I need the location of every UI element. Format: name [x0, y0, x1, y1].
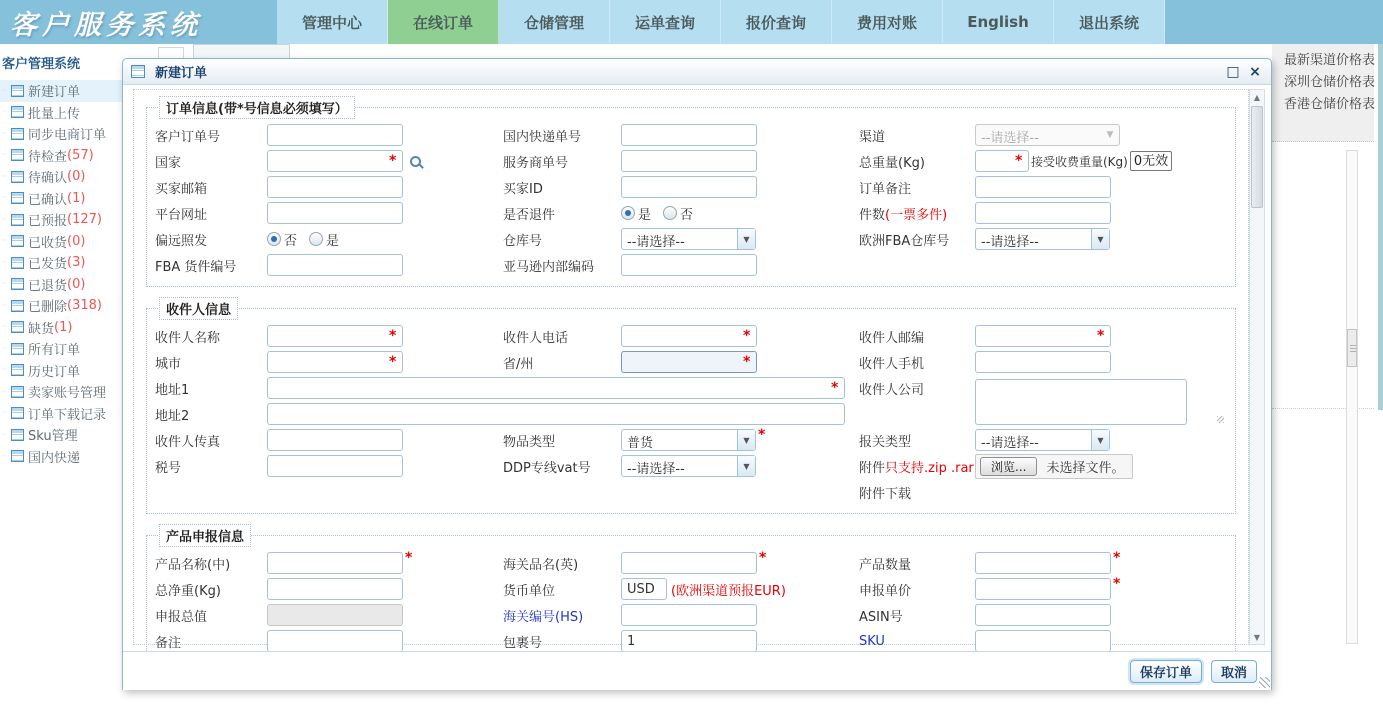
- tax-no-input[interactable]: [267, 455, 403, 477]
- table-icon: [11, 450, 24, 462]
- tree-dots-icon: ··: [2, 171, 8, 181]
- sidebar-item-label: 卖家账号管理: [28, 386, 107, 402]
- field-label: 件数(一票多件): [859, 207, 948, 223]
- sidebar-item-3[interactable]: [0, 145, 122, 167]
- sidebar-item-8[interactable]: [0, 252, 122, 274]
- radio-label: 否: [284, 233, 298, 249]
- browse-button[interactable]: 浏览...: [980, 457, 1037, 476]
- sidebar-item-label: 国内快递: [28, 450, 81, 466]
- warehouse-select[interactable]: --请选择-- ▼: [621, 228, 756, 250]
- amazon-internal-code-input[interactable]: [621, 254, 757, 276]
- field-label: 备注: [155, 635, 182, 651]
- sidebar-item-0[interactable]: [0, 80, 122, 102]
- sidebar-item-5[interactable]: [0, 188, 122, 210]
- product-name-cn-input[interactable]: [267, 552, 403, 574]
- quick-link-0[interactable]: 最新渠道价格表: [1284, 53, 1376, 68]
- sidebar-item-label: 已发货: [28, 257, 68, 273]
- field-label: 订单备注: [859, 181, 912, 197]
- sidebar: [0, 44, 122, 721]
- sidebar-item-count: (57): [67, 147, 94, 163]
- tree-dots-icon: ··: [2, 451, 8, 461]
- radio-label: 否: [680, 207, 694, 223]
- chevron-down-icon: ▼: [1106, 130, 1114, 140]
- chevron-down-icon: ▼: [1091, 430, 1109, 450]
- tree-dots-icon: ··: [2, 107, 8, 117]
- sidebar-item-label: 待确认: [28, 171, 68, 187]
- recipient-company-textarea[interactable]: [975, 379, 1187, 425]
- nav-tab-3[interactable]: 运单查询: [610, 0, 721, 44]
- sidebar-item-11[interactable]: [0, 317, 122, 339]
- chevron-down-icon: ▼: [737, 430, 755, 450]
- asin-input[interactable]: [975, 604, 1111, 626]
- ddp-vat-select[interactable]: --请选择-- ▼: [621, 455, 756, 477]
- tree-dots-icon: ··: [2, 193, 8, 203]
- pieces-input[interactable]: [975, 202, 1111, 224]
- field-label: 报关类型: [859, 434, 912, 450]
- chevron-down-icon: ▼: [737, 229, 755, 249]
- sidebar-item-14[interactable]: [0, 381, 122, 403]
- field-label: 收件人传真: [155, 434, 221, 450]
- goods-type-select[interactable]: 普货 ▼: [621, 429, 756, 451]
- unit-price-input[interactable]: [975, 578, 1111, 600]
- recipient-fax-input[interactable]: [267, 429, 403, 451]
- net-weight-input[interactable]: [267, 578, 403, 600]
- remote-no-radio[interactable]: [267, 232, 281, 246]
- app-logo: 客户服务系统: [10, 9, 202, 41]
- city-input[interactable]: [267, 351, 403, 373]
- sidebar-item-count: (1): [54, 319, 73, 335]
- nav-tabs: [277, 0, 1165, 44]
- tree-dots-icon: ··: [2, 343, 8, 353]
- table-icon: [11, 257, 24, 269]
- recipient-zip-input[interactable]: [975, 325, 1111, 347]
- radio-label: 是: [326, 233, 340, 249]
- sku-link[interactable]: SKU: [859, 633, 885, 649]
- field-label: FBA 货件编号: [155, 259, 237, 275]
- field-label: 国内快递单号: [503, 129, 582, 145]
- field-label: 偏远照发: [155, 233, 208, 249]
- recipient-mobile-input[interactable]: [975, 351, 1111, 373]
- field-label: 收件人邮编: [859, 330, 925, 346]
- tree-dots-icon: ··: [2, 279, 8, 289]
- close-icon[interactable]: ×: [1249, 63, 1261, 80]
- currency-note: (欧洲渠道预报EUR): [671, 583, 786, 599]
- buyer-email-input[interactable]: [267, 176, 403, 198]
- sidebar-item-7[interactable]: [0, 231, 122, 253]
- sidebar-item-10[interactable]: [0, 295, 122, 317]
- sidebar-item-label: 批量上传: [28, 106, 81, 122]
- edge-strip: [1378, 44, 1383, 410]
- divider: [1272, 408, 1374, 409]
- remote-yes-radio[interactable]: [309, 232, 323, 246]
- channel-select[interactable]: --请选择-- ▼: [975, 124, 1120, 146]
- search-icon[interactable]: [410, 156, 421, 167]
- field-label: 省/州: [503, 356, 534, 372]
- field-label: 收件人电话: [503, 330, 569, 346]
- nav-tab-2[interactable]: 仓储管理: [499, 0, 610, 44]
- eu-fba-warehouse-select[interactable]: --请选择-- ▼: [975, 228, 1110, 250]
- remark-input[interactable]: [267, 630, 403, 652]
- dialog-title: 新建订单: [155, 66, 208, 81]
- quick-links-panel: [1272, 44, 1374, 142]
- field-label: 申报总值: [155, 609, 208, 625]
- tree-dots-icon: ··: [2, 236, 8, 246]
- sidebar-item-label: 同步电商订单: [28, 128, 107, 144]
- sidebar-item-label: 已确认: [28, 192, 68, 208]
- field-label: 收件人手机: [859, 356, 925, 372]
- recipient-phone-input[interactable]: [621, 325, 757, 347]
- file-status: 未选择文件。: [1046, 460, 1125, 476]
- table-icon: [11, 300, 24, 312]
- field-label: 海关品名(英): [503, 557, 579, 573]
- required-star: *: [389, 328, 397, 344]
- cancel-button[interactable]: 取消: [1211, 660, 1257, 683]
- save-order-button[interactable]: 保存订单: [1130, 660, 1202, 683]
- sidebar-item-9[interactable]: [0, 274, 122, 296]
- sku-input[interactable]: [975, 630, 1111, 652]
- field-label: 总重量(Kg): [859, 155, 925, 171]
- sidebar-item-label: 订单下载记录: [28, 407, 107, 423]
- sidebar-item-label: 已删除: [28, 300, 68, 316]
- recipient-name-input[interactable]: [267, 325, 403, 347]
- field-label: 欧洲FBA仓库号: [859, 233, 950, 249]
- sidebar-item-label: 已退货: [28, 278, 68, 294]
- table-icon: [131, 65, 145, 78]
- table-icon: [11, 429, 24, 441]
- required-star: *: [743, 354, 751, 370]
- is-return-yes-radio[interactable]: [621, 206, 635, 220]
- field-label: 申报单价: [859, 583, 912, 599]
- field-label: ASIN号: [859, 609, 903, 625]
- scroll-down-icon[interactable]: ▼: [1253, 632, 1261, 642]
- field-label: 地址2: [155, 408, 190, 424]
- sidebar-title: 客户管理系统: [2, 57, 81, 72]
- address1-input[interactable]: [267, 377, 845, 399]
- field-label: 仓库号: [503, 233, 543, 249]
- sidebar-item-15[interactable]: [0, 403, 122, 425]
- field-label: 货币单位: [503, 583, 556, 599]
- field-label: 物品类型: [503, 434, 556, 450]
- field-label: 产品名称(中): [155, 557, 231, 573]
- new-order-dialog: [122, 58, 1272, 690]
- required-star: *: [743, 328, 751, 344]
- sidebar-item-label: 缺货: [28, 321, 55, 337]
- tree-dots-icon: ··: [2, 150, 8, 160]
- sidebar-item-label: 已收货: [28, 235, 68, 251]
- table-icon: [11, 192, 24, 204]
- sidebar-item-6[interactable]: [0, 209, 122, 231]
- sidebar-item-label: Sku管理: [28, 429, 78, 445]
- sidebar-item-count: (0): [67, 276, 86, 292]
- page-scrollbar[interactable]: [1346, 150, 1358, 644]
- fba-shipment-no-input[interactable]: [267, 254, 403, 276]
- sidebar-item-label: 所有订单: [28, 343, 81, 359]
- field-label: 附件只支持.zip .rar: [859, 460, 974, 476]
- field-label: 收件人公司: [859, 382, 925, 398]
- section-recipient-info: [146, 297, 1236, 514]
- domestic-express-no-input[interactable]: [621, 124, 757, 146]
- parcel-no-input[interactable]: [621, 630, 757, 652]
- tree-dots-icon: ··: [2, 214, 8, 224]
- order-remark-input[interactable]: [975, 176, 1111, 198]
- required-star: *: [389, 153, 397, 169]
- table-icon: [11, 171, 24, 183]
- declared-total-input: [267, 604, 403, 626]
- nav-tab-5[interactable]: 费用对账: [832, 0, 943, 44]
- address2-input[interactable]: [267, 403, 845, 425]
- required-star: *: [759, 550, 767, 566]
- field-label: 平台网址: [155, 207, 208, 223]
- field-label: 地址1: [155, 382, 190, 398]
- is-return-no-radio[interactable]: [663, 206, 677, 220]
- customs-name-en-input[interactable]: [621, 552, 757, 574]
- sidebar-item-17[interactable]: [0, 446, 122, 468]
- resize-grip[interactable]: [1259, 677, 1270, 688]
- sidebar-item-count: (318): [67, 298, 102, 314]
- tree-dots-icon: ··: [2, 322, 8, 332]
- sidebar-item-count: (0): [67, 233, 86, 249]
- section-order-info: [146, 96, 1236, 287]
- dialog-scrollbar-thumb[interactable]: [1251, 106, 1263, 208]
- resize-handle: [1217, 416, 1224, 423]
- required-star: *: [1113, 550, 1121, 566]
- tree-dots-icon: ··: [2, 408, 8, 418]
- maximize-icon[interactable]: □: [1226, 63, 1240, 80]
- weight-note: 接受收费重量(Kg): [1031, 154, 1128, 169]
- hs-code-link[interactable]: 海关编号(HS): [503, 609, 584, 625]
- chevron-down-icon: ▼: [1091, 229, 1109, 249]
- sidebar-item-count: (3): [67, 255, 86, 271]
- nav-tab-1[interactable]: 在线订单: [388, 0, 499, 44]
- sidebar-item-label: 已预报: [28, 214, 68, 230]
- nav-tab-0[interactable]: 管理中心: [277, 0, 388, 44]
- sidebar-item-count: (0): [67, 169, 86, 185]
- field-label: DDP专线vat号: [503, 460, 591, 476]
- field-label: 买家邮箱: [155, 181, 208, 197]
- customs-type-select[interactable]: --请选择-- ▼: [975, 429, 1110, 451]
- field-label: 附件下载: [859, 486, 912, 502]
- sidebar-items: [0, 80, 122, 467]
- required-star: *: [758, 427, 766, 443]
- sidebar-item-13[interactable]: [0, 360, 122, 382]
- table-icon: [11, 149, 24, 161]
- dialog-footer: [123, 651, 1271, 690]
- table-icon: [11, 343, 24, 355]
- field-label: 客户订单号: [155, 129, 221, 145]
- table-icon: [11, 235, 24, 247]
- tree-dots-icon: ··: [2, 386, 8, 396]
- table-icon: [11, 214, 24, 226]
- sidebar-item-label: 历史订单: [28, 364, 81, 380]
- field-label: 渠道: [859, 129, 886, 145]
- tree-dots-icon: ··: [2, 429, 8, 439]
- table-icon: [11, 128, 24, 140]
- sidebar-item-count: (127): [67, 212, 102, 228]
- required-star: *: [1097, 328, 1105, 344]
- field-label: 税号: [155, 460, 182, 476]
- section-order-legend: 订单信息(带*号信息必须填写）: [159, 96, 355, 119]
- table-icon: [11, 321, 24, 333]
- field-label: 买家ID: [503, 181, 543, 197]
- table-icon: [11, 106, 24, 118]
- nav-tab-6[interactable]: English: [943, 0, 1054, 44]
- dialog-scrollbar[interactable]: [1249, 89, 1265, 645]
- sidebar-item-12[interactable]: [0, 338, 122, 360]
- scroll-up-icon[interactable]: ▲: [1253, 92, 1261, 102]
- tree-dots-icon: ··: [2, 300, 8, 310]
- required-star: *: [405, 550, 413, 566]
- tree-dots-icon: ··: [2, 128, 8, 138]
- chevron-down-icon: ▼: [737, 456, 755, 476]
- invalid-weight-badge: 0无效: [1130, 151, 1172, 171]
- required-star: *: [831, 380, 839, 396]
- order-form-panel: [133, 89, 1249, 651]
- sidebar-item-16[interactable]: [0, 424, 122, 446]
- sidebar-item-label: 待检查: [28, 149, 68, 165]
- table-icon: [11, 386, 24, 398]
- page-scrollbar-thumb[interactable]: [1347, 329, 1357, 367]
- sidebar-item-2[interactable]: [0, 123, 122, 145]
- provider-no-input[interactable]: [621, 150, 757, 172]
- quick-link-2[interactable]: 香港仓储价格表: [1284, 97, 1376, 112]
- field-label: 收件人名称: [155, 330, 221, 346]
- sidebar-item-label: 新建订单: [28, 85, 81, 101]
- attachment-file-input[interactable]: [975, 454, 1133, 479]
- quick-link-1[interactable]: 深圳仓储价格表: [1284, 75, 1376, 90]
- section-recipient-legend: 收件人信息: [159, 297, 238, 320]
- hs-code-input[interactable]: [621, 604, 757, 626]
- section-product-legend: 产品申报信息: [159, 524, 251, 547]
- field-label: 总净重(Kg): [155, 583, 221, 599]
- field-label: 包裹号: [503, 635, 543, 651]
- nav-tab-7[interactable]: 退出系统: [1054, 0, 1165, 44]
- radio-label: 是: [638, 207, 652, 223]
- top-navbar: [0, 0, 1383, 44]
- sidebar-item-count: (1): [67, 190, 86, 206]
- required-star: *: [389, 354, 397, 370]
- table-icon: [11, 364, 24, 376]
- field-label: 国家: [155, 155, 182, 171]
- field-label: 产品数量: [859, 557, 912, 573]
- table-icon: [11, 407, 24, 419]
- field-label: 城市: [155, 356, 182, 372]
- sidebar-item-1[interactable]: [0, 102, 122, 124]
- quantity-input[interactable]: [975, 552, 1111, 574]
- currency-input[interactable]: [621, 578, 667, 600]
- buyer-id-input[interactable]: [621, 176, 757, 198]
- state-input[interactable]: [621, 351, 757, 373]
- field-label: 服务商单号: [503, 155, 569, 171]
- table-icon: [11, 278, 24, 290]
- field-label: 是否退件: [503, 207, 556, 223]
- nav-tab-4[interactable]: 报价查询: [721, 0, 832, 44]
- sidebar-item-4[interactable]: [0, 166, 122, 188]
- customer-order-no-input[interactable]: [267, 124, 403, 146]
- tree-dots-icon: ··: [2, 85, 8, 95]
- required-star: *: [1015, 153, 1023, 169]
- dialog-titlebar: [123, 59, 1271, 85]
- platform-url-input[interactable]: [267, 202, 403, 224]
- required-star: *: [1113, 576, 1121, 592]
- field-label: 亚马逊内部编码: [503, 259, 595, 275]
- tree-dots-icon: ··: [2, 365, 8, 375]
- country-input[interactable]: [267, 150, 403, 172]
- table-icon: [11, 85, 24, 97]
- tree-dots-icon: ··: [2, 257, 8, 267]
